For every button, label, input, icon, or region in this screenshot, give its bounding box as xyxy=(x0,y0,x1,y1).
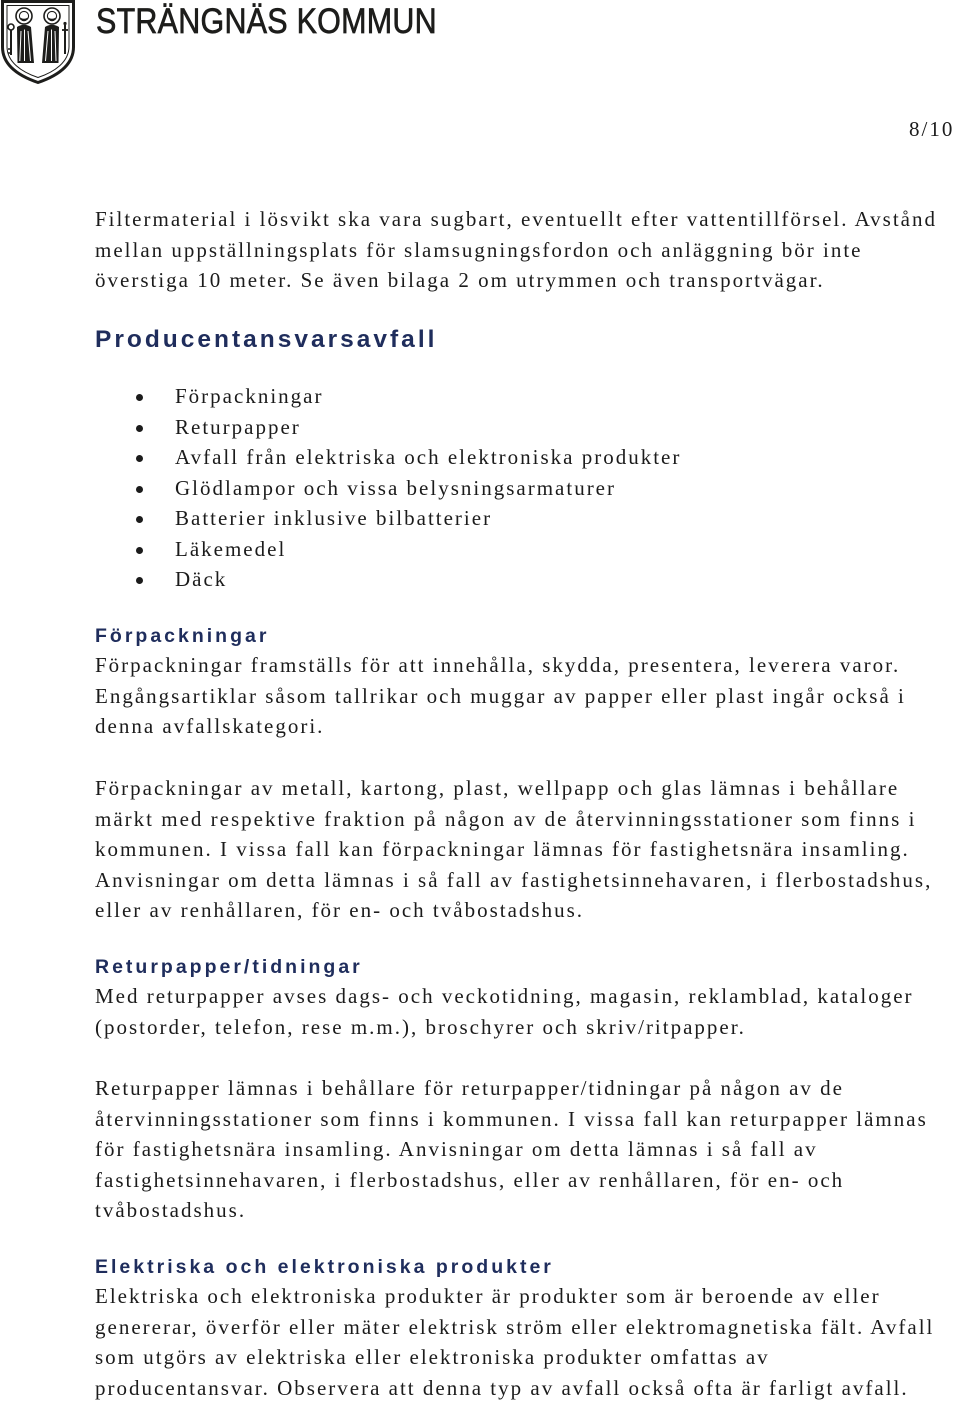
list-item-label: Avfall från elektriska och elektroniska produkter xyxy=(175,445,682,469)
list-item-label: Returpapper xyxy=(175,414,301,439)
paragraph-line: som utgörs av elektriska eller elektroniska produkter omfattas av xyxy=(95,1345,770,1369)
list-item xyxy=(95,442,681,473)
paragraph-line: överstiga 10 meter. Se även bilaga 2 om utrymmen och transportvägar. xyxy=(95,268,825,292)
paragraph-line: återvinningsstationer som finns i kommunen. I vissa fall kan returpapper lämnas xyxy=(95,1106,928,1131)
paragraph-line: eller av renhållaren, för en- och tvåbostadshus. xyxy=(95,898,585,922)
list-item-label: Glödlampor och vissa belysningsarmaturer xyxy=(175,475,616,500)
list-item xyxy=(95,503,681,534)
paragraph-line: producentansvar. Observera att denna typ av avfall också ofta är farligt avfall. xyxy=(95,1375,909,1400)
paragraph-line: Förpackningar av metall, kartong, plast, wellpapp och glas lämnas i behållare xyxy=(95,776,900,800)
list-item xyxy=(95,473,681,504)
bullet-icon xyxy=(136,394,143,401)
paragraph-line: Returpapper lämnas i behållare för returpapper/tidningar på någon av de xyxy=(95,1076,845,1100)
paragraph-line: Filtermaterial i lösvikt ska vara sugbart, eventuellt efter vattentillförsel. Avstånd xyxy=(95,207,937,231)
list-item-label: Läkemedel xyxy=(175,536,287,561)
list-item-label: Däck xyxy=(175,567,228,591)
paper-paragraph xyxy=(95,1073,928,1226)
page-number: 8/10 xyxy=(909,117,955,141)
list-item-label: Batterier inklusive bilbatterier xyxy=(175,506,493,530)
bullet-icon xyxy=(136,486,143,493)
electronics-paragraph xyxy=(95,1281,934,1403)
subheading-paper: Returpapper/tidningar xyxy=(95,956,363,978)
paragraph-line: fastighetsinnehavaren, i flerbostadshus, eller av renhållaren, för en- och xyxy=(95,1167,845,1192)
bullet-icon xyxy=(136,455,143,462)
paragraph-line: genererar, överför eller mäter elektrisk ström eller elektromagnetiska fält. Avfall xyxy=(95,1314,935,1339)
section-heading: Producentansvarsavfall xyxy=(95,326,438,353)
paragraph-line: denna avfallskategori. xyxy=(95,714,325,738)
bullet-icon xyxy=(136,425,143,432)
paper-paragraph xyxy=(95,981,914,1042)
paragraph-line: Förpackningar framställs för att innehålla, skydda, presentera, leverera varor. xyxy=(95,653,901,677)
bullet-icon xyxy=(136,577,143,584)
paragraph-line: Med returpapper avses dags- och veckotidning, magasin, reklamblad, kataloger xyxy=(95,984,914,1008)
paragraph-line: kommunen. I vissa fall kan förpackningar lämnas för fastighetsnära insamling. xyxy=(95,837,910,861)
intro-paragraph xyxy=(95,204,937,296)
bullet-icon xyxy=(136,547,143,554)
paragraph-line: (postorder, telefon, rese m.m.), broschyrer och skriv/ritpapper. xyxy=(95,1014,746,1039)
list-item-label: Förpackningar xyxy=(175,384,324,408)
packaging-paragraph xyxy=(95,773,932,926)
paragraph-line: tvåbostadshus. xyxy=(95,1198,247,1222)
list-item xyxy=(95,381,681,412)
waste-category-list xyxy=(95,381,681,595)
list-item xyxy=(95,534,681,565)
packaging-paragraph xyxy=(95,650,906,742)
paragraph-line: Anvisningar om detta lämnas i så fall av fastighetsinnehavaren, i flerbostadshus, xyxy=(95,867,933,892)
paragraph-line: mellan uppställningsplats för slamsugningsfordon och anläggning bör inte xyxy=(95,237,863,262)
paragraph-line: Elektriska och elektroniska produkter är produkter som är beroende av eller xyxy=(95,1284,881,1308)
coat-of-arms-icon xyxy=(0,0,76,84)
list-item xyxy=(95,564,681,595)
subheading-packaging: Förpackningar xyxy=(95,625,270,647)
list-item xyxy=(95,412,681,443)
paragraph-line: märkt med respektive fraktion på någon av de återvinningsstationer som finns i xyxy=(95,806,917,831)
bullet-icon xyxy=(136,516,143,523)
subheading-electronics: Elektriska och elektroniska produkter xyxy=(95,1256,554,1278)
paragraph-line: för fastighetsnära insamling. Anvisningar om detta lämnas i så fall av xyxy=(95,1137,818,1161)
municipality-wordmark: STRÄNGNÄS KOMMUN xyxy=(96,2,437,41)
paragraph-line: Engångsartiklar såsom tallrikar och muggar av papper eller plast ingår också i xyxy=(95,683,906,708)
